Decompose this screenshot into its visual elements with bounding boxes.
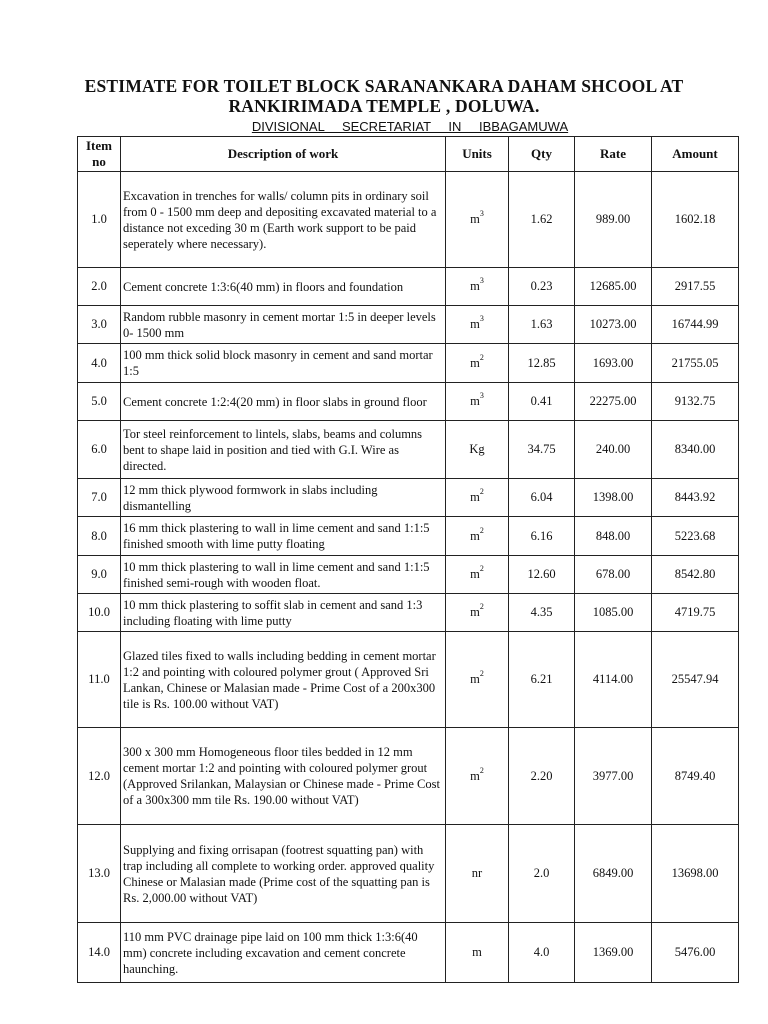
cell-item-no: 6.0 <box>78 421 121 479</box>
cell-amount: 2917.55 <box>652 268 739 306</box>
cell-item-no: 13.0 <box>78 825 121 923</box>
cell-item-no: 10.0 <box>78 594 121 632</box>
cell-description: 110 mm PVC drainage pipe laid on 100 mm thick 1:3:6(40 mm) concrete including excavation and cement concrete haunching. <box>121 923 446 983</box>
unit-exponent: 2 <box>479 487 484 496</box>
cell-amount: 8443.92 <box>652 479 739 517</box>
cell-item-no: 7.0 <box>78 479 121 517</box>
cell-amount: 4719.75 <box>652 594 739 632</box>
unit-base: m <box>470 394 480 408</box>
cell-unit <box>446 923 509 983</box>
cell-description: 10 mm thick plastering to wall in lime cement and sand 1:1:5 finished semi-rough with wooden float. <box>121 556 446 594</box>
unit-base: m <box>470 279 480 293</box>
unit-exponent: 2 <box>479 352 484 362</box>
table-row <box>78 517 739 556</box>
cell-rate: 1369.00 <box>575 923 652 983</box>
estimate-table <box>77 136 739 983</box>
header-units: Units <box>446 137 509 172</box>
cell-unit <box>446 344 509 383</box>
cell-amount: 5476.00 <box>652 923 739 983</box>
document-subtitle: DIVISIONAL SECRETARIAT IN IBBAGAMUWA <box>251 119 569 134</box>
header-rate: Rate <box>575 137 652 172</box>
cell-rate: 1085.00 <box>575 594 652 632</box>
unit-exponent: 3 <box>479 314 484 323</box>
cell-description: Cement concrete 1:2:4(20 mm) in floor slabs in ground floor <box>121 383 446 421</box>
cell-qty: 6.04 <box>509 479 575 517</box>
unit-exponent: 2 <box>479 669 484 678</box>
cell-qty: 4.35 <box>509 594 575 632</box>
table-row <box>78 479 739 517</box>
table-row <box>78 268 739 306</box>
cell-rate: 12685.00 <box>575 268 652 306</box>
unit-base: m <box>470 672 480 686</box>
table-body <box>78 172 739 983</box>
cell-qty: 2.20 <box>509 728 575 825</box>
unit-exponent: 2 <box>479 765 484 775</box>
cell-rate: 848.00 <box>575 517 652 556</box>
cell-item-no: 2.0 <box>78 268 121 306</box>
cell-qty: 12.85 <box>509 344 575 383</box>
cell-unit <box>446 632 509 728</box>
unit-exponent: 3 <box>479 209 484 218</box>
table-row <box>78 344 739 383</box>
cell-rate: 678.00 <box>575 556 652 594</box>
cell-description: Random rubble masonry in cement mortar 1:5 in deeper levels 0- 1500 mm <box>121 306 446 344</box>
cell-qty: 6.16 <box>509 517 575 556</box>
table-row <box>78 825 739 923</box>
cell-rate: 4114.00 <box>575 632 652 728</box>
table-row <box>78 632 739 728</box>
cell-unit <box>446 728 509 825</box>
header-item-no: Item no <box>78 137 121 172</box>
unit-base: m <box>470 528 480 543</box>
cell-unit <box>446 594 509 632</box>
unit-base: m <box>470 355 480 370</box>
table-row <box>78 383 739 421</box>
table-row <box>78 556 739 594</box>
cell-item-no: 12.0 <box>78 728 121 825</box>
cell-qty: 0.41 <box>509 383 575 421</box>
unit-exponent: 3 <box>479 276 484 285</box>
cell-item-no: 9.0 <box>78 556 121 594</box>
cell-qty: 34.75 <box>509 421 575 479</box>
table-row <box>78 923 739 983</box>
unit-base: m <box>470 317 480 331</box>
unit-base: m <box>470 768 480 783</box>
cell-rate: 3977.00 <box>575 728 652 825</box>
cell-description: Excavation in trenches for walls/ column pits in ordinary soil from 0 - 1500 mm deep and depositing excavated material to a distance not exceding 30 m (Earth work support to be paid seperately where necessary). <box>121 172 446 268</box>
cell-description: Cement concrete 1:3:6(40 mm) in floors and foundation <box>121 268 446 306</box>
cell-qty: 6.21 <box>509 632 575 728</box>
cell-amount: 5223.68 <box>652 517 739 556</box>
unit-base: m <box>470 212 480 226</box>
unit-base: m <box>470 567 480 581</box>
cell-item-no: 1.0 <box>78 172 121 268</box>
cell-qty: 0.23 <box>509 268 575 306</box>
cell-rate: 6849.00 <box>575 825 652 923</box>
cell-unit <box>446 306 509 344</box>
cell-description: Supplying and fixing orrisapan (footrest squatting pan) with trap including all complete to working order. approved quality Chinese or Malasian made (Prime cost of the squatting pan is Rs. 2,000.00 without VAT) <box>121 825 446 923</box>
table-header-row <box>78 137 739 172</box>
cell-amount: 8749.40 <box>652 728 739 825</box>
cell-qty: 2.0 <box>509 825 575 923</box>
cell-unit <box>446 383 509 421</box>
cell-item-no: 8.0 <box>78 517 121 556</box>
unit-base: nr <box>471 866 483 880</box>
cell-amount: 1602.18 <box>652 172 739 268</box>
table-row <box>78 594 739 632</box>
header-description: Description of work <box>121 137 446 172</box>
cell-description: 300 x 300 mm Homogeneous floor tiles bedded in 12 mm cement mortar 1:2 and pointing with coloured polymer grout (Approved Srilankan, Malaysian or Chinese made - Prime Cost of a 300x300 mm tile Rs. 190.00 without VAT) <box>121 728 446 825</box>
cell-item-no: 11.0 <box>78 632 121 728</box>
cell-qty: 4.0 <box>509 923 575 983</box>
cell-item-no: 5.0 <box>78 383 121 421</box>
cell-qty: 1.62 <box>509 172 575 268</box>
cell-rate: 1693.00 <box>575 344 652 383</box>
cell-item-no: 14.0 <box>78 923 121 983</box>
document-title-line-1: ESTIMATE FOR TOILET BLOCK SARANANKARA DAHAM SHCOOL AT <box>84 76 684 96</box>
cell-description: 16 mm thick plastering to wall in lime cement and sand 1:1:5 finished smooth with lime putty floating <box>121 517 446 556</box>
cell-unit <box>446 517 509 556</box>
cell-item-no: 4.0 <box>78 344 121 383</box>
cell-unit <box>446 268 509 306</box>
cell-unit <box>446 172 509 268</box>
unit-exponent: 2 <box>479 564 484 573</box>
document-title-line-2: RANKIRIMADA TEMPLE , DOLUWA. <box>228 96 540 116</box>
cell-amount: 16744.99 <box>652 306 739 344</box>
cell-description: 10 mm thick plastering to soffit slab in cement and sand 1:3 including floating with lime putty <box>121 594 446 632</box>
cell-rate: 22275.00 <box>575 383 652 421</box>
cell-amount: 8542.80 <box>652 556 739 594</box>
header-amount: Amount <box>652 137 739 172</box>
table-row <box>78 172 739 268</box>
cell-description: 100 mm thick solid block masonry in cement and sand mortar 1:5 <box>121 344 446 383</box>
cell-description: Tor steel reinforcement to lintels, slabs, beams and columns bent to shape laid in position and tied with G.I. Wire as directed. <box>121 421 446 479</box>
unit-exponent: 2 <box>479 525 484 535</box>
cell-rate: 989.00 <box>575 172 652 268</box>
table-row <box>78 421 739 479</box>
cell-rate: 1398.00 <box>575 479 652 517</box>
unit-base: Kg <box>469 442 485 456</box>
cell-rate: 240.00 <box>575 421 652 479</box>
cell-item-no: 3.0 <box>78 306 121 344</box>
cell-amount: 21755.05 <box>652 344 739 383</box>
cell-qty: 1.63 <box>509 306 575 344</box>
unit-exponent: 2 <box>479 602 484 611</box>
cell-rate: 10273.00 <box>575 306 652 344</box>
cell-unit <box>446 479 509 517</box>
unit-base: m <box>470 490 480 504</box>
cell-amount: 8340.00 <box>652 421 739 479</box>
unit-exponent: 3 <box>479 391 484 400</box>
cell-qty: 12.60 <box>509 556 575 594</box>
cell-description: 12 mm thick plywood formwork in slabs including dismantelling <box>121 479 446 517</box>
cell-unit <box>446 556 509 594</box>
unit-base: m <box>472 945 482 959</box>
unit-base: m <box>470 605 480 619</box>
cell-amount: 9132.75 <box>652 383 739 421</box>
cell-amount: 13698.00 <box>652 825 739 923</box>
cell-amount: 25547.94 <box>652 632 739 728</box>
header-qty: Qty <box>509 137 575 172</box>
table-row <box>78 728 739 825</box>
table-row <box>78 306 739 344</box>
cell-unit <box>446 421 509 479</box>
cell-description: Glazed tiles fixed to walls including bedding in cement mortar 1:2 and pointing with coloured polymer grout ( Approved Sri Lankan, Chinese or Malasian made - Prime Cost of a 200x300 tile is Rs. 100.00 without VAT) <box>121 632 446 728</box>
cell-unit <box>446 825 509 923</box>
